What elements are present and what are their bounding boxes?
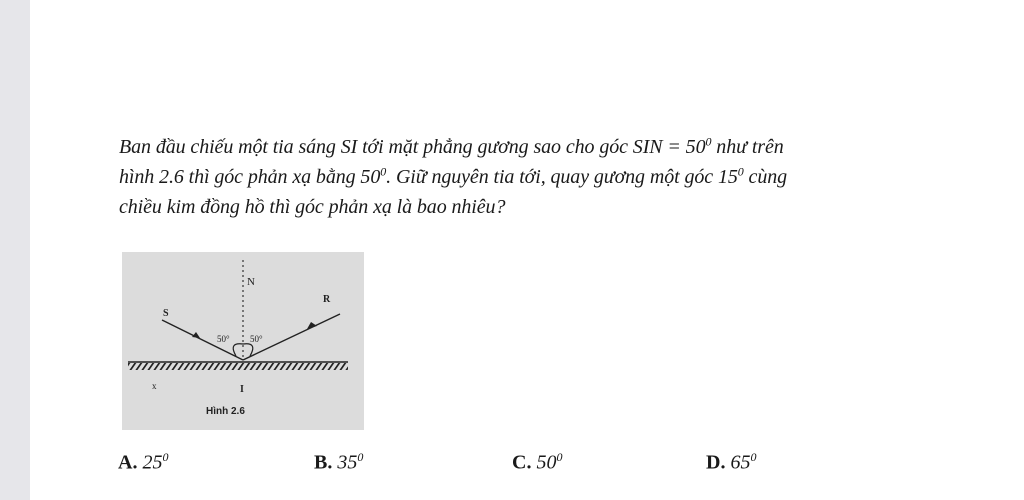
degree-mark: 0 — [556, 450, 563, 464]
option-c[interactable] — [512, 450, 562, 475]
angle-arc-right — [243, 344, 253, 356]
option-letter: A. — [118, 451, 138, 474]
figure-2-6 — [122, 252, 364, 430]
degree-mark: 0 — [737, 164, 744, 179]
label-I: I — [240, 384, 244, 395]
degree-mark: 0 — [705, 134, 712, 149]
reflection-diagram — [122, 252, 364, 430]
angle-label-right: 50° — [250, 334, 263, 344]
question-line-1-part-a: Ban đầu chiếu một tia sáng SI tới mặt phẳng gương sao cho góc SIN = 50 — [119, 136, 706, 158]
question-line-1 — [119, 132, 999, 162]
question-line-2-part-a: hình 2.6 thì góc phản xạ bằng 50 — [119, 166, 381, 188]
option-value: 50 — [536, 451, 557, 474]
document-page — [30, 0, 1024, 500]
degree-mark: 0 — [380, 164, 387, 179]
question-text — [119, 132, 999, 222]
angle-arc-left — [233, 344, 243, 356]
option-letter: B. — [314, 451, 333, 474]
label-S: S — [163, 308, 169, 319]
angle-label-left: 50° — [217, 334, 230, 344]
question-line-1-part-b: như trên — [711, 136, 784, 158]
degree-mark: 0 — [162, 450, 169, 464]
option-value: 25 — [142, 451, 163, 474]
mirror-hatching — [128, 363, 348, 370]
label-x: x — [152, 381, 157, 391]
incident-ray — [162, 320, 243, 360]
question-line-2-part-b: . Giữ nguyên tia tới, quay gương một góc 15 — [386, 166, 738, 188]
label-N: N — [247, 276, 255, 288]
option-value: 65 — [730, 451, 751, 474]
option-d[interactable] — [706, 450, 756, 475]
question-line-2-part-c: cùng — [743, 166, 788, 188]
label-R: R — [323, 294, 331, 305]
figure-caption: Hình 2.6 — [206, 406, 245, 417]
option-b[interactable] — [314, 450, 363, 475]
left-margin-strip — [0, 0, 30, 500]
option-value: 35 — [337, 451, 358, 474]
question-line-2 — [119, 162, 999, 192]
answer-options — [118, 450, 838, 480]
option-letter: C. — [512, 451, 532, 474]
question-line-3: chiều kim đồng hồ thì góc phản xạ là bao nhiêu? — [119, 196, 506, 218]
option-letter: D. — [706, 451, 726, 474]
option-a[interactable] — [118, 450, 168, 475]
degree-mark: 0 — [750, 450, 757, 464]
degree-mark: 0 — [357, 450, 364, 464]
